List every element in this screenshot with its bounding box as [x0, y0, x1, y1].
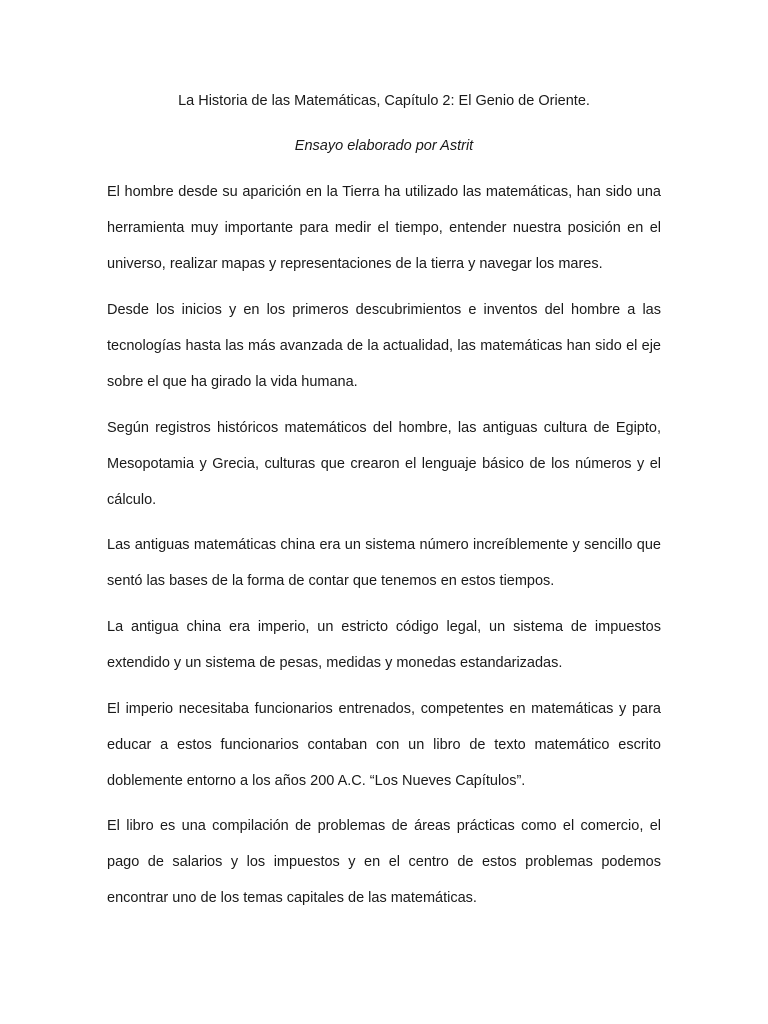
paragraph-6: El imperio necesitaba funcionarios entrenados, competentes en matemáticas y para educar a estos funcionarios contaban con un libro de texto matemático escrito doblemente entorno a los años 200 A.C. “Los Nueves Capítulos”. — [107, 701, 661, 789]
document-author-line: Ensayo elaborado por Astrit — [294, 138, 474, 154]
paragraph-7: El libro es una compilación de problemas de áreas prácticas como el comercio, el pago de salarios y los impuestos y en el centro de estos problemas podemos encontrar uno de los temas capitales de las matemáticas. — [107, 818, 661, 906]
paragraph-4: Las antiguas matemáticas china era un sistema número increíblemente y sencillo que sentó las bases de la forma de contar que tenemos en estos tiempos. — [107, 537, 661, 589]
paragraph-3: Según registros históricos matemáticos del hombre, las antiguas cultura de Egipto, Mesopotamia y Grecia, culturas que crearon el lenguaje básico de los números y el cálculo. — [107, 420, 661, 508]
document-title: La Historia de las Matemáticas, Capítulo 2: El Genio de Oriente. — [178, 93, 590, 109]
paragraph-1: El hombre desde su aparición en la Tierra ha utilizado las matemáticas, han sido una herramienta muy importante para medir el tiempo, entender nuestra posición en el universo, realizar mapas y representaciones de la tierra y navegar los mares. — [107, 184, 661, 272]
paragraph-2: Desde los inicios y en los primeros descubrimientos e inventos del hombre a las tecnologías hasta las más avanzada de la actualidad, las matemáticas han sido el eje sobre el que ha girado la vida humana. — [107, 302, 661, 390]
paragraph-5: La antigua china era imperio, un estricto código legal, un sistema de impuestos extendido y un sistema de pesas, medidas y monedas estandarizadas. — [107, 619, 661, 671]
